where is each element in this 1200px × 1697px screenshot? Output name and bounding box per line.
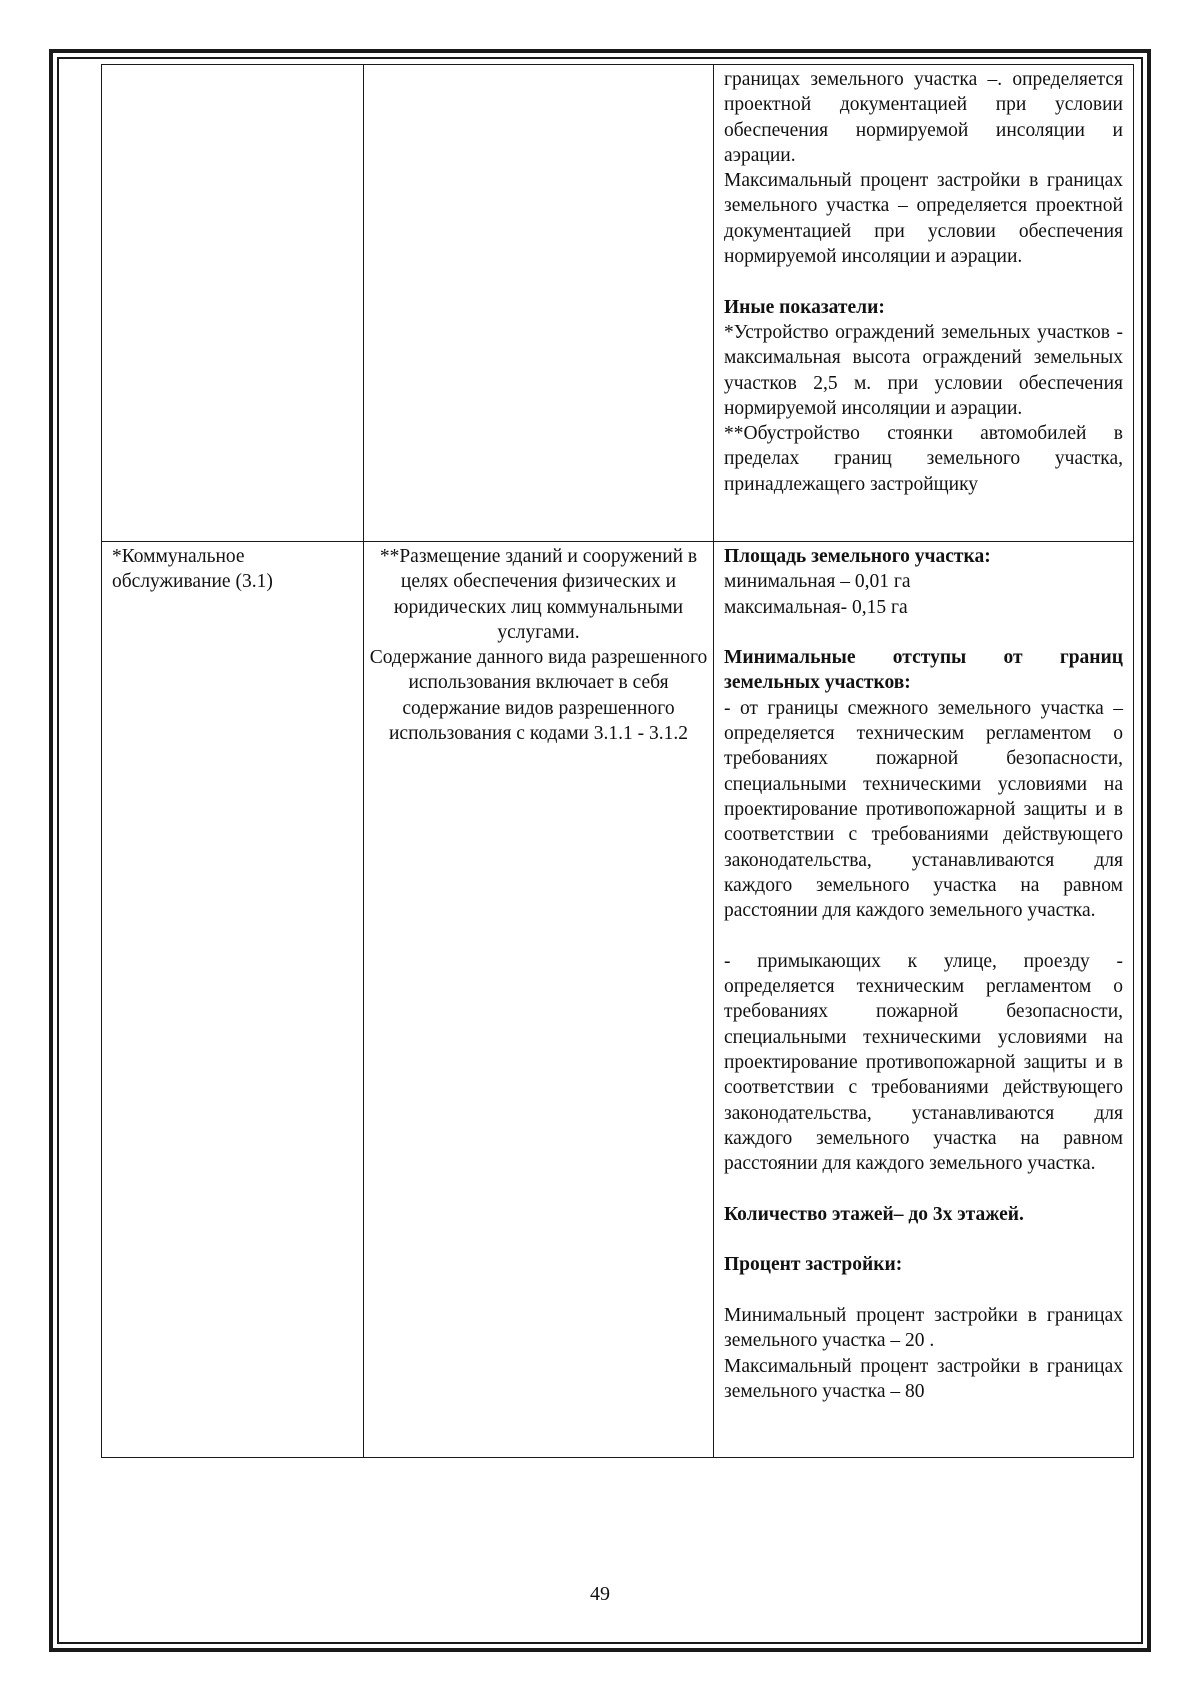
use-type-description: **Размещение зданий и сооружений в целях обеспечения физических и юридических лиц коммунальными услугами. [379,546,698,643]
row2-col2-cell [364,542,714,1458]
setback-heading: Минимальные отступы от границ земельных участков: [724,647,1123,694]
row1-col3-cell [714,65,1134,542]
floors-text: Количество этажей– до 3х этажей. [724,1203,1024,1225]
table-row [102,542,1134,1458]
table-row [102,65,1134,542]
setback-paragraph: - примыкающих к улице, проезду - определяется техническим регламентом о требованиях пожарной безопасности, специальными техническими условиями на проектирование противопожарной защиты и в соответствии с требованиями действующего законодательства, устанавливаются для каждого земельного участка на равном расстоянии для каждого земельного участка. [724,950,1123,1175]
area-max: максимальная- 0,15 га [724,596,908,618]
other-indicators-heading: Иные показатели: [724,296,885,318]
row2-col3-cell [714,542,1134,1458]
use-type-description: Содержание данного вида разрешенного использования включает в себя содержание видов разрешенного использования с кодами 3.1.1 - 3.1.2 [369,647,708,745]
row1-paragraph: **Обустройство стоянки автомобилей в пределах границ земельного участка, принадлежащего застройщику [724,423,1123,495]
row1-col2-cell [364,65,714,542]
coverage-min: Минимальный процент застройки в границах земельного участка – 20 . [724,1304,1123,1352]
use-type-name: *Коммунальное обслуживание (3.1) [112,546,273,593]
row2-col1-cell [102,542,364,1458]
coverage-max: Максимальный процент застройки в границах земельного участка – 80 [724,1355,1123,1402]
row1-paragraph: границах земельного участка –. определяется проектной документацией при условии обеспечения нормируемой инсоляции и аэрации. [724,69,1123,166]
setback-paragraph: - от границы смежного земельного участка – определяется техническим регламентом о требованиях пожарной безопасности, специальными техническими условиями на проектирование противопожарной защиты и в соответствии с требованиями действующего законодательства, устанавливаются для каждого земельного участка на равном расстоянии для каждого земельного участка. [724,697,1123,922]
row1-paragraph: Максимальный процент застройки в границах земельного участка – определяется проектной документацией при условии обеспечения нормируемой инсоляции и аэрации. [724,170,1123,268]
row1-col1-cell [102,65,364,542]
land-use-table [101,64,1134,1458]
area-min: минимальная – 0,01 га [724,571,911,593]
coverage-heading: Процент застройки: [724,1254,903,1276]
row1-paragraph: *Устройство ограждений земельных участков - максимальная высота ограждений земельных участков 2,5 м. при условии обеспечения нормируемой инсоляции и аэрации. [724,321,1123,419]
area-heading: Площадь земельного участка: [724,546,991,567]
page-number: 49 [590,1583,610,1605]
